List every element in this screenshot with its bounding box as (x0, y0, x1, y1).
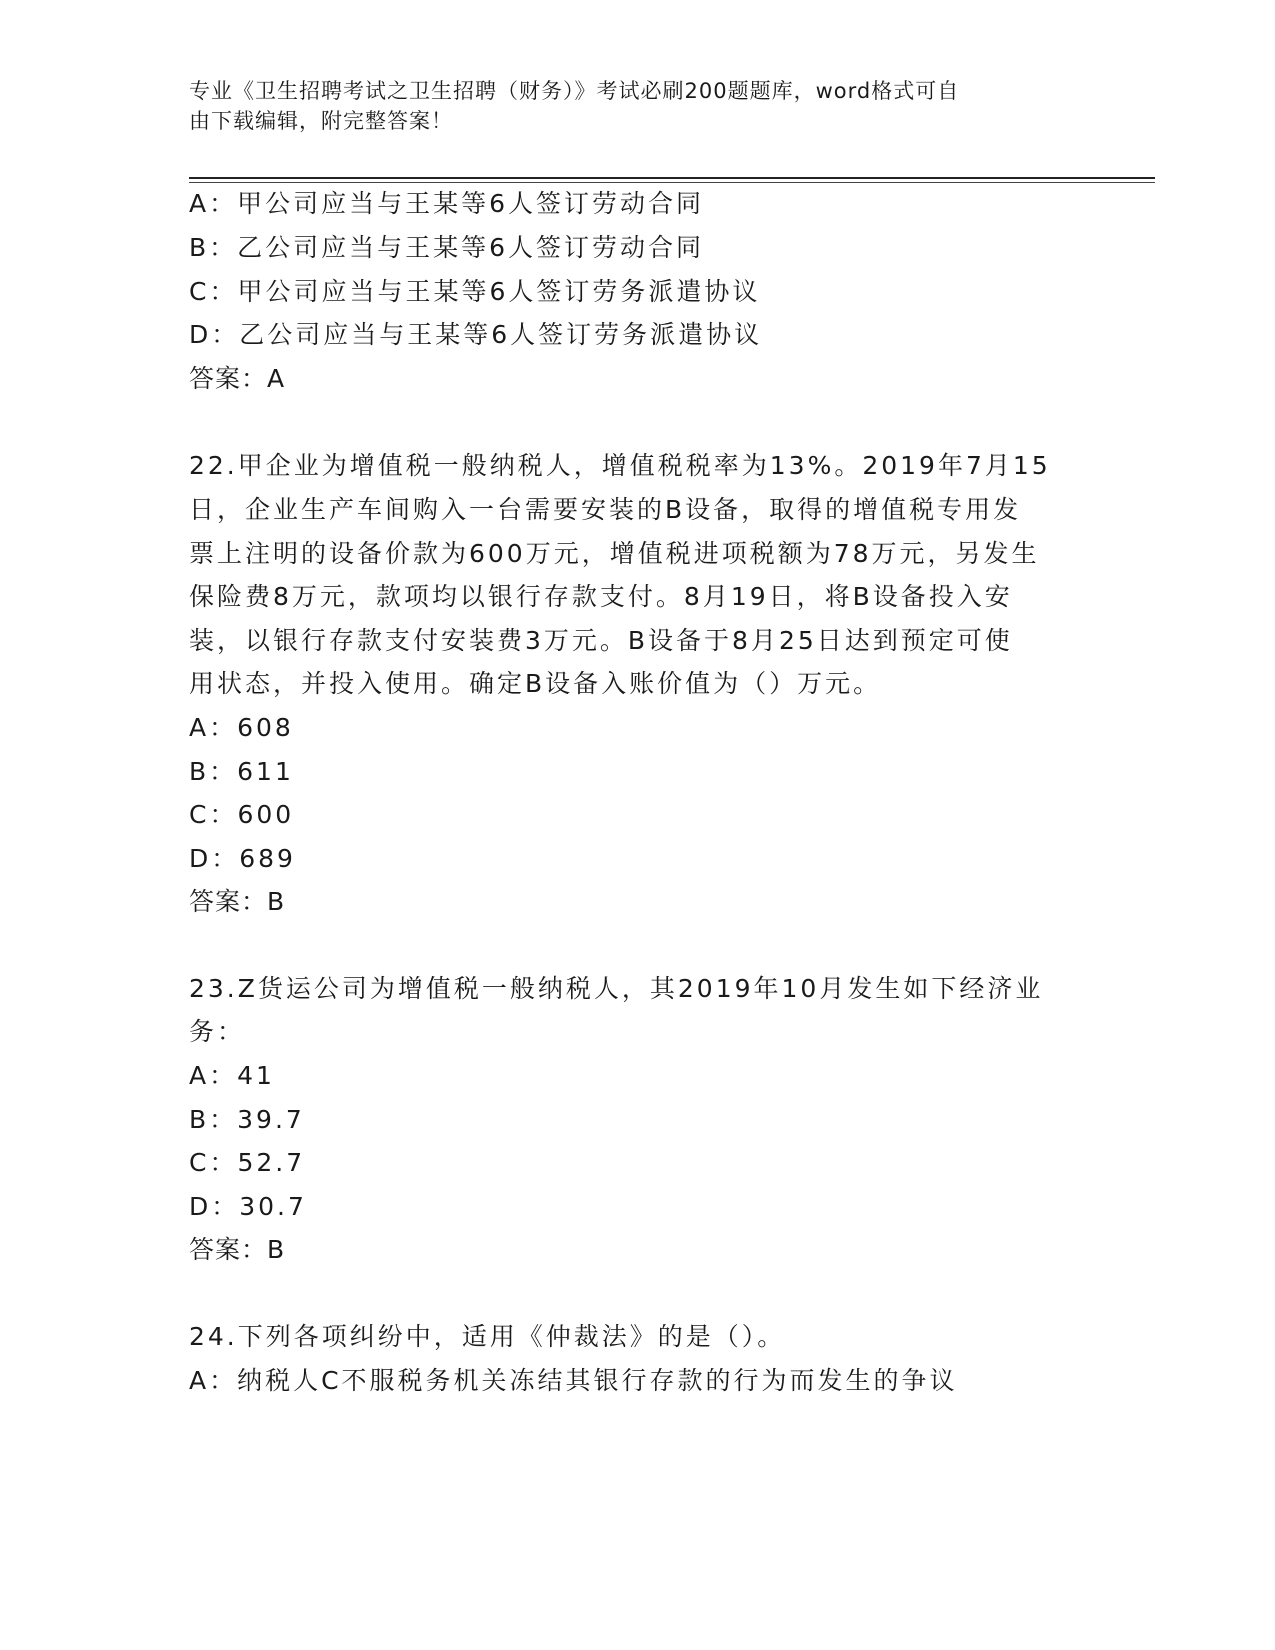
q23-option-c: C：52.7 (189, 1148, 306, 1177)
q22-answer: 答案：B (189, 887, 286, 916)
q21-option-c: C：甲公司应当与王某等6人签订劳务派遣协议 (189, 277, 761, 306)
q22-stem-line-6: 用状态，并投入使用。确定B设备入账价值为（）万元。 (189, 669, 882, 698)
q22-option-a: A：608 (189, 713, 294, 742)
q23-option-b: B：39.7 (189, 1105, 305, 1134)
q22-stem-line-2: 日，企业生产车间购入一台需要安装的B设备，取得的增值税专用发 (189, 495, 1022, 524)
q22-option-d: D：689 (189, 844, 296, 873)
header-divider-thick (189, 177, 1155, 179)
q23-answer: 答案：B (189, 1235, 286, 1264)
q22-stem-line-3: 票上注明的设备价款为600万元，增值税进项税额为78万元，另发生 (189, 539, 1040, 568)
q21-option-a: A：甲公司应当与王某等6人签订劳动合同 (189, 189, 705, 218)
q24-stem-line-1: 24.下列各项纠纷中，适用《仲裁法》的是（）。 (189, 1322, 786, 1351)
q23-stem-line-1: 23.Z货运公司为增值税一般纳税人，其2019年10月发生如下经济业 (189, 974, 1044, 1003)
q24-option-a: A：纳税人C不服税务机关冻结其银行存款的行为而发生的争议 (189, 1366, 958, 1395)
q22-option-c: C：600 (189, 800, 295, 829)
q23-option-a: A：41 (189, 1061, 275, 1090)
q21-answer: 答案：A (189, 364, 286, 393)
header-divider-thin (189, 182, 1155, 183)
q21-option-d: D：乙公司应当与王某等6人签订劳务派遣协议 (189, 320, 763, 349)
document-header (189, 76, 1089, 136)
q22-stem-line-4: 保险费8万元，款项均以银行存款支付。8月19日，将B设备投入安 (189, 582, 1013, 611)
q23-stem-line-2: 务： (189, 1017, 246, 1046)
q22-option-b: B：611 (189, 757, 294, 786)
q23-option-d: D：30.7 (189, 1192, 307, 1221)
q22-stem-line-1: 22.甲企业为增值税一般纳税人，增值税税率为13%。2019年7月15 (189, 451, 1051, 480)
header-line-1: 专业《卫生招聘考试之卫生招聘（财务）》考试必刷200题题库，word格式可自 (189, 79, 960, 103)
q21-option-b: B：乙公司应当与王某等6人签订劳动合同 (189, 233, 705, 262)
q22-stem-line-5: 装，以银行存款支付安装费3万元。B设备于8月25日达到预定可使 (189, 626, 1013, 655)
header-line-2: 由下载编辑，附完整答案！ (189, 109, 453, 133)
